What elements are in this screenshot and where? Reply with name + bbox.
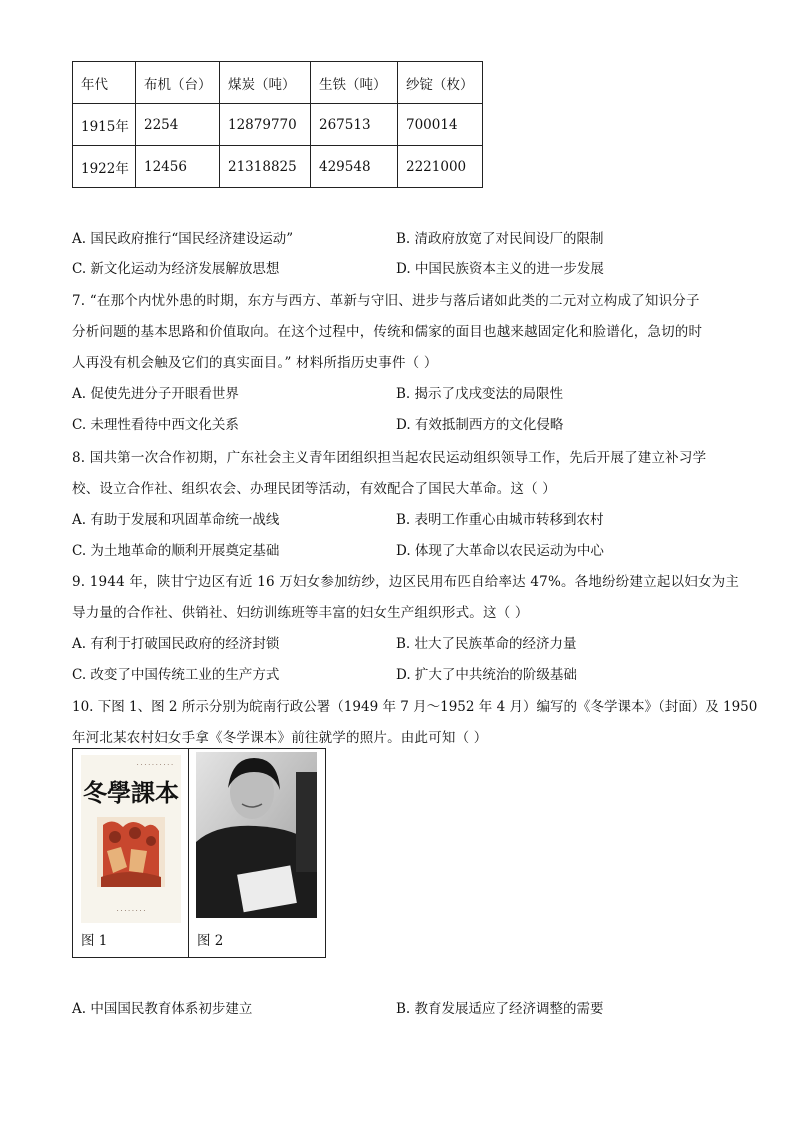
q6-option-b[interactable]: B. 清政府放宽了对民间设厂的限制: [396, 231, 604, 247]
figure-1-caption: 图 1: [81, 933, 108, 949]
table-row: [73, 104, 483, 146]
table-cell: 267513: [311, 104, 398, 146]
table-cell: 700014: [398, 104, 483, 146]
svg-text:· · · · · · · ·: · · · · · · · ·: [116, 908, 146, 915]
winter-textbook-cover-image: [81, 755, 181, 923]
q8-stem-line: 8. 国共第一次合作初期，广东社会主义青年团组织担当起农民运动组织领导工作，先后开展了建立补习学: [72, 450, 707, 466]
q7-stem-line: 分析问题的基本思路和价值取向。在这个过程中，传统和儒家的面目也越来越固定化和脸谱化，急切的时: [72, 324, 703, 340]
table-cell: 1915年: [73, 104, 136, 146]
table-header-cell: 生铁（吨）: [311, 62, 398, 104]
production-table: [72, 61, 483, 188]
q10-option-b[interactable]: B. 教育发展适应了经济调整的需要: [396, 1001, 604, 1017]
q9-stem-line: 9. 1944 年，陕甘宁边区有近 16 万妇女参加纺纱，边区民用布匹自给率达 47%。各地纷纷建立起以妇女为主: [72, 574, 740, 590]
q9-option-a[interactable]: A. 有利于打破国民政府的经济封锁: [72, 636, 280, 652]
table-header-cell: 布机（台）: [136, 62, 220, 104]
table-header-cell: 纱锭（枚）: [398, 62, 483, 104]
cover-illustration: [97, 817, 165, 887]
figure-2-caption: 图 2: [197, 933, 224, 949]
table-header-row: [73, 62, 483, 104]
q7-stem-line: 7. “在那个内忧外患的时期，东方与西方、革新与守旧、进步与落后诸如此类的二元对立构成了知识分子: [72, 293, 700, 309]
table-row: [73, 146, 483, 188]
q8-option-a[interactable]: A. 有助于发展和巩固革命统一战线: [72, 512, 280, 528]
q10-option-a[interactable]: A. 中国国民教育体系初步建立: [72, 1001, 253, 1017]
table-cell: 2254: [136, 104, 220, 146]
q8-option-d[interactable]: D. 体现了大革命以农民运动为中心: [396, 543, 604, 559]
q8-stem-line: 校、设立合作社、组织农会、办理民团等活动，有效配合了国民大革命。这（ ）: [72, 481, 556, 497]
q8-option-c[interactable]: C. 为土地革命的顺利开展奠定基础: [72, 543, 280, 559]
table-cell: 2221000: [398, 146, 483, 188]
q6-option-c[interactable]: C. 新文化运动为经济发展解放思想: [72, 261, 280, 277]
woman-with-textbook-photo: [196, 752, 317, 918]
table-header-cell: 年代: [73, 62, 136, 104]
q7-option-b[interactable]: B. 揭示了戊戌变法的局限性: [396, 386, 564, 402]
q6-option-a[interactable]: A. 国民政府推行“国民经济建设运动”: [72, 231, 294, 247]
q9-stem-line: 导力量的合作社、供销社、妇纺训练班等丰富的妇女生产组织形式。这（ ）: [72, 605, 529, 621]
q7-option-d[interactable]: D. 有效抵制西方的文化侵略: [396, 417, 564, 433]
q9-option-b[interactable]: B. 壮大了民族革命的经济力量: [396, 636, 577, 652]
q7-option-c[interactable]: C. 未理性看待中西文化关系: [72, 417, 239, 433]
q7-option-a[interactable]: A. 促使先进分子开眼看世界: [72, 386, 239, 402]
table-cell: 429548: [311, 146, 398, 188]
table-cell: 12879770: [220, 104, 311, 146]
q10-stem-line: 年河北某农村妇女手拿《冬学课本》前往就学的照片。由此可知（ ）: [72, 730, 488, 746]
q6-option-d[interactable]: D. 中国民族资本主义的进一步发展: [396, 261, 604, 277]
table-header-cell: 煤炭（吨）: [220, 62, 311, 104]
table-cell: 12456: [136, 146, 220, 188]
cover-title-text: 冬學課本: [83, 778, 179, 807]
q9-option-c[interactable]: C. 改变了中国传统工业的生产方式: [72, 667, 280, 683]
table-cell: 1922年: [73, 146, 136, 188]
figure-box: [72, 748, 326, 958]
q10-stem-line: 10. 下图 1、图 2 所示分别为皖南行政公署（1949 年 7 月～1952 年 4 月）编写的《冬学课本》（封面）及 1950: [72, 699, 758, 715]
q8-option-b[interactable]: B. 表明工作重心由城市转移到农村: [396, 512, 604, 528]
q9-option-d[interactable]: D. 扩大了中共统治的阶级基础: [396, 667, 577, 683]
table-cell: 21318825: [220, 146, 311, 188]
svg-text:· · · · · · · · · ·: · · · · · · · · · ·: [136, 762, 173, 769]
figure-divider: [188, 749, 189, 957]
q7-stem-line: 人再没有机会触及它们的真实面目。” 材料所指历史事件（ ）: [72, 355, 438, 371]
